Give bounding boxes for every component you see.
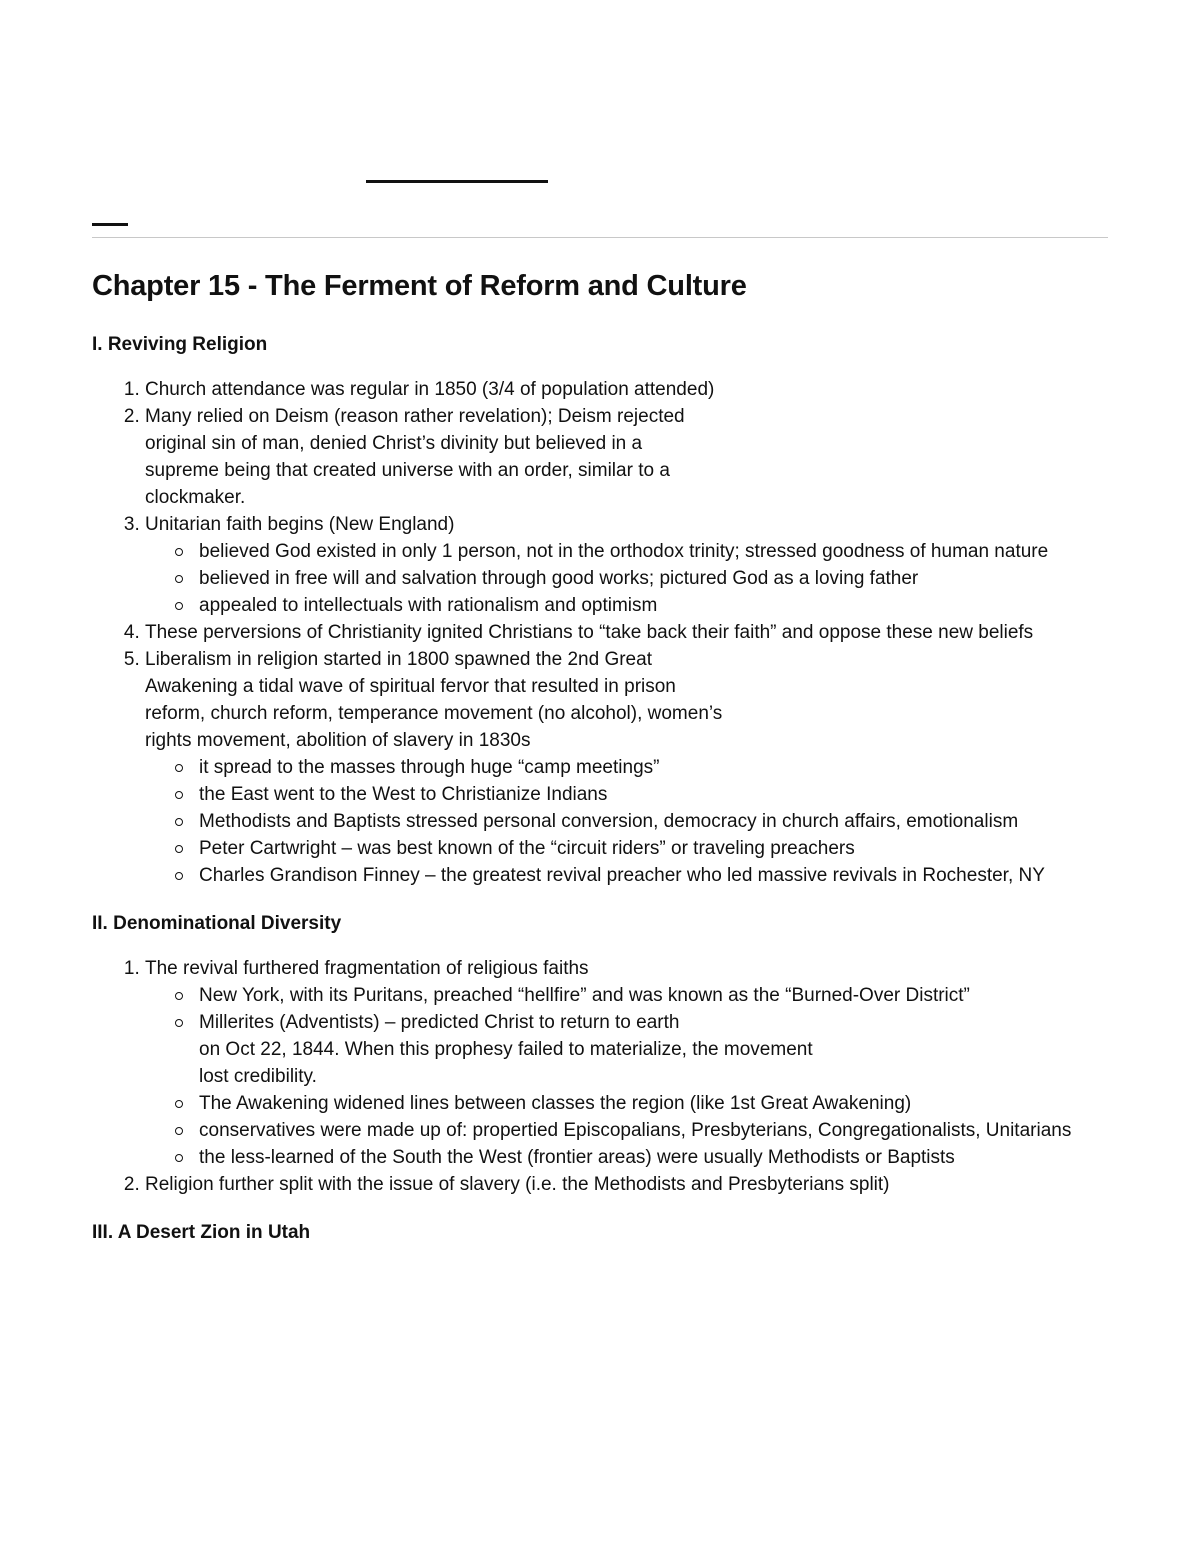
text-line: appealed to intellectuals with rationalism and optimism [199,595,658,616]
list-item [145,511,1108,619]
bullet-item [199,835,1108,862]
section-heading: I. Reviving Religion [92,334,268,355]
bullet-item [199,781,1108,808]
list-item [145,955,1108,1171]
text-line: the East went to the West to Christianize Indians [199,784,608,805]
text-line: supreme being that created universe with an order, similar to a [145,460,670,481]
text-line: 1. Church attendance was regular in 1850 (3/4 of population attended) [145,379,715,400]
bullet-item [199,565,1108,592]
text-line: Peter Cartwright – was best known of the “circuit riders” or traveling preachers [199,838,855,859]
text-line: conservatives were made up of: propertied Episcopalians, Presbyterians, Congregationalists, Unitarians [199,1120,1072,1141]
numbered-list [92,955,1108,1198]
blank-line-short [92,223,128,226]
bullet-list [145,982,1108,1171]
text-line: clockmaker. [145,487,246,508]
text-line: it spread to the masses through huge “camp meetings” [199,757,660,778]
text-line: Awakening a tidal wave of spiritual fervor that resulted in prison [145,676,676,697]
text-line: believed in free will and salvation through good works; pictured God as a loving father [199,568,919,589]
bullet-item [199,592,1108,619]
text-line: 5. Liberalism in religion started in 1800 spawned the 2nd Great [145,649,652,670]
text-line: rights movement, abolition of slavery in 1830s [145,730,531,751]
text-line: 2. Many relied on Deism (reason rather revelation); Deism rejected [145,406,685,427]
bullet-list [145,754,1108,889]
list-item [145,403,1108,511]
text-line: Millerites (Adventists) – predicted Christ to return to earth [199,1012,680,1033]
text-line: New York, with its Puritans, preached “hellfire” and was known as the “Burned-Over District” [199,985,970,1006]
text-line: lost credibility. [199,1066,317,1087]
bullet-item [199,1009,1108,1090]
chapter-title: Chapter 15 - The Ferment of Reform and Culture [92,270,747,302]
sections-container [92,332,1108,1246]
text-line: 1. The revival furthered fragmentation of religious faiths [145,958,589,979]
text-line: believed God existed in only 1 person, not in the orthodox trinity; stressed goodness of human nature [199,541,1049,562]
text-line: The Awakening widened lines between classes the region (like 1st Great Awakening) [199,1093,912,1114]
text-line: 3. Unitarian faith begins (New England) [145,514,455,535]
bullet-item [199,862,1108,889]
list-item [145,1171,1108,1198]
list-item [145,646,1108,889]
bullet-item [199,1117,1108,1144]
blank-line-long [366,180,548,183]
text-line: reform, church reform, temperance movement (no alcohol), women’s [145,703,723,724]
header-divider [92,237,1108,238]
bullet-item [199,754,1108,781]
text-line: 2. Religion further split with the issue of slavery (i.e. the Methodists and Presbyterians split) [145,1174,890,1195]
section-heading: III. A Desert Zion in Utah [92,1222,311,1243]
list-item [145,619,1108,646]
document-body [92,266,1108,1264]
text-line: the less-learned of the South the West (frontier areas) were usually Methodists or Baptists [199,1147,955,1168]
bullet-item [199,538,1108,565]
bullet-item [199,808,1108,835]
numbered-list [92,376,1108,889]
section-heading: II. Denominational Diversity [92,913,342,934]
bullet-list [145,538,1108,619]
text-line: Charles Grandison Finney – the greatest revival preacher who led massive revivals in Rochester, NY [199,865,1045,886]
list-item [145,376,1108,403]
text-line: 4. These perversions of Christianity ignited Christians to “take back their faith” and oppose these new beliefs [145,622,1034,643]
text-line: Methodists and Baptists stressed personal conversion, democracy in church affairs, emotionalism [199,811,1019,832]
text-line: on Oct 22, 1844. When this prophesy failed to materialize, the movement [199,1039,813,1060]
bullet-item [199,982,1108,1009]
bullet-item [199,1090,1108,1117]
bullet-item [199,1144,1108,1171]
text-line: original sin of man, denied Christ’s divinity but believed in a [145,433,643,454]
